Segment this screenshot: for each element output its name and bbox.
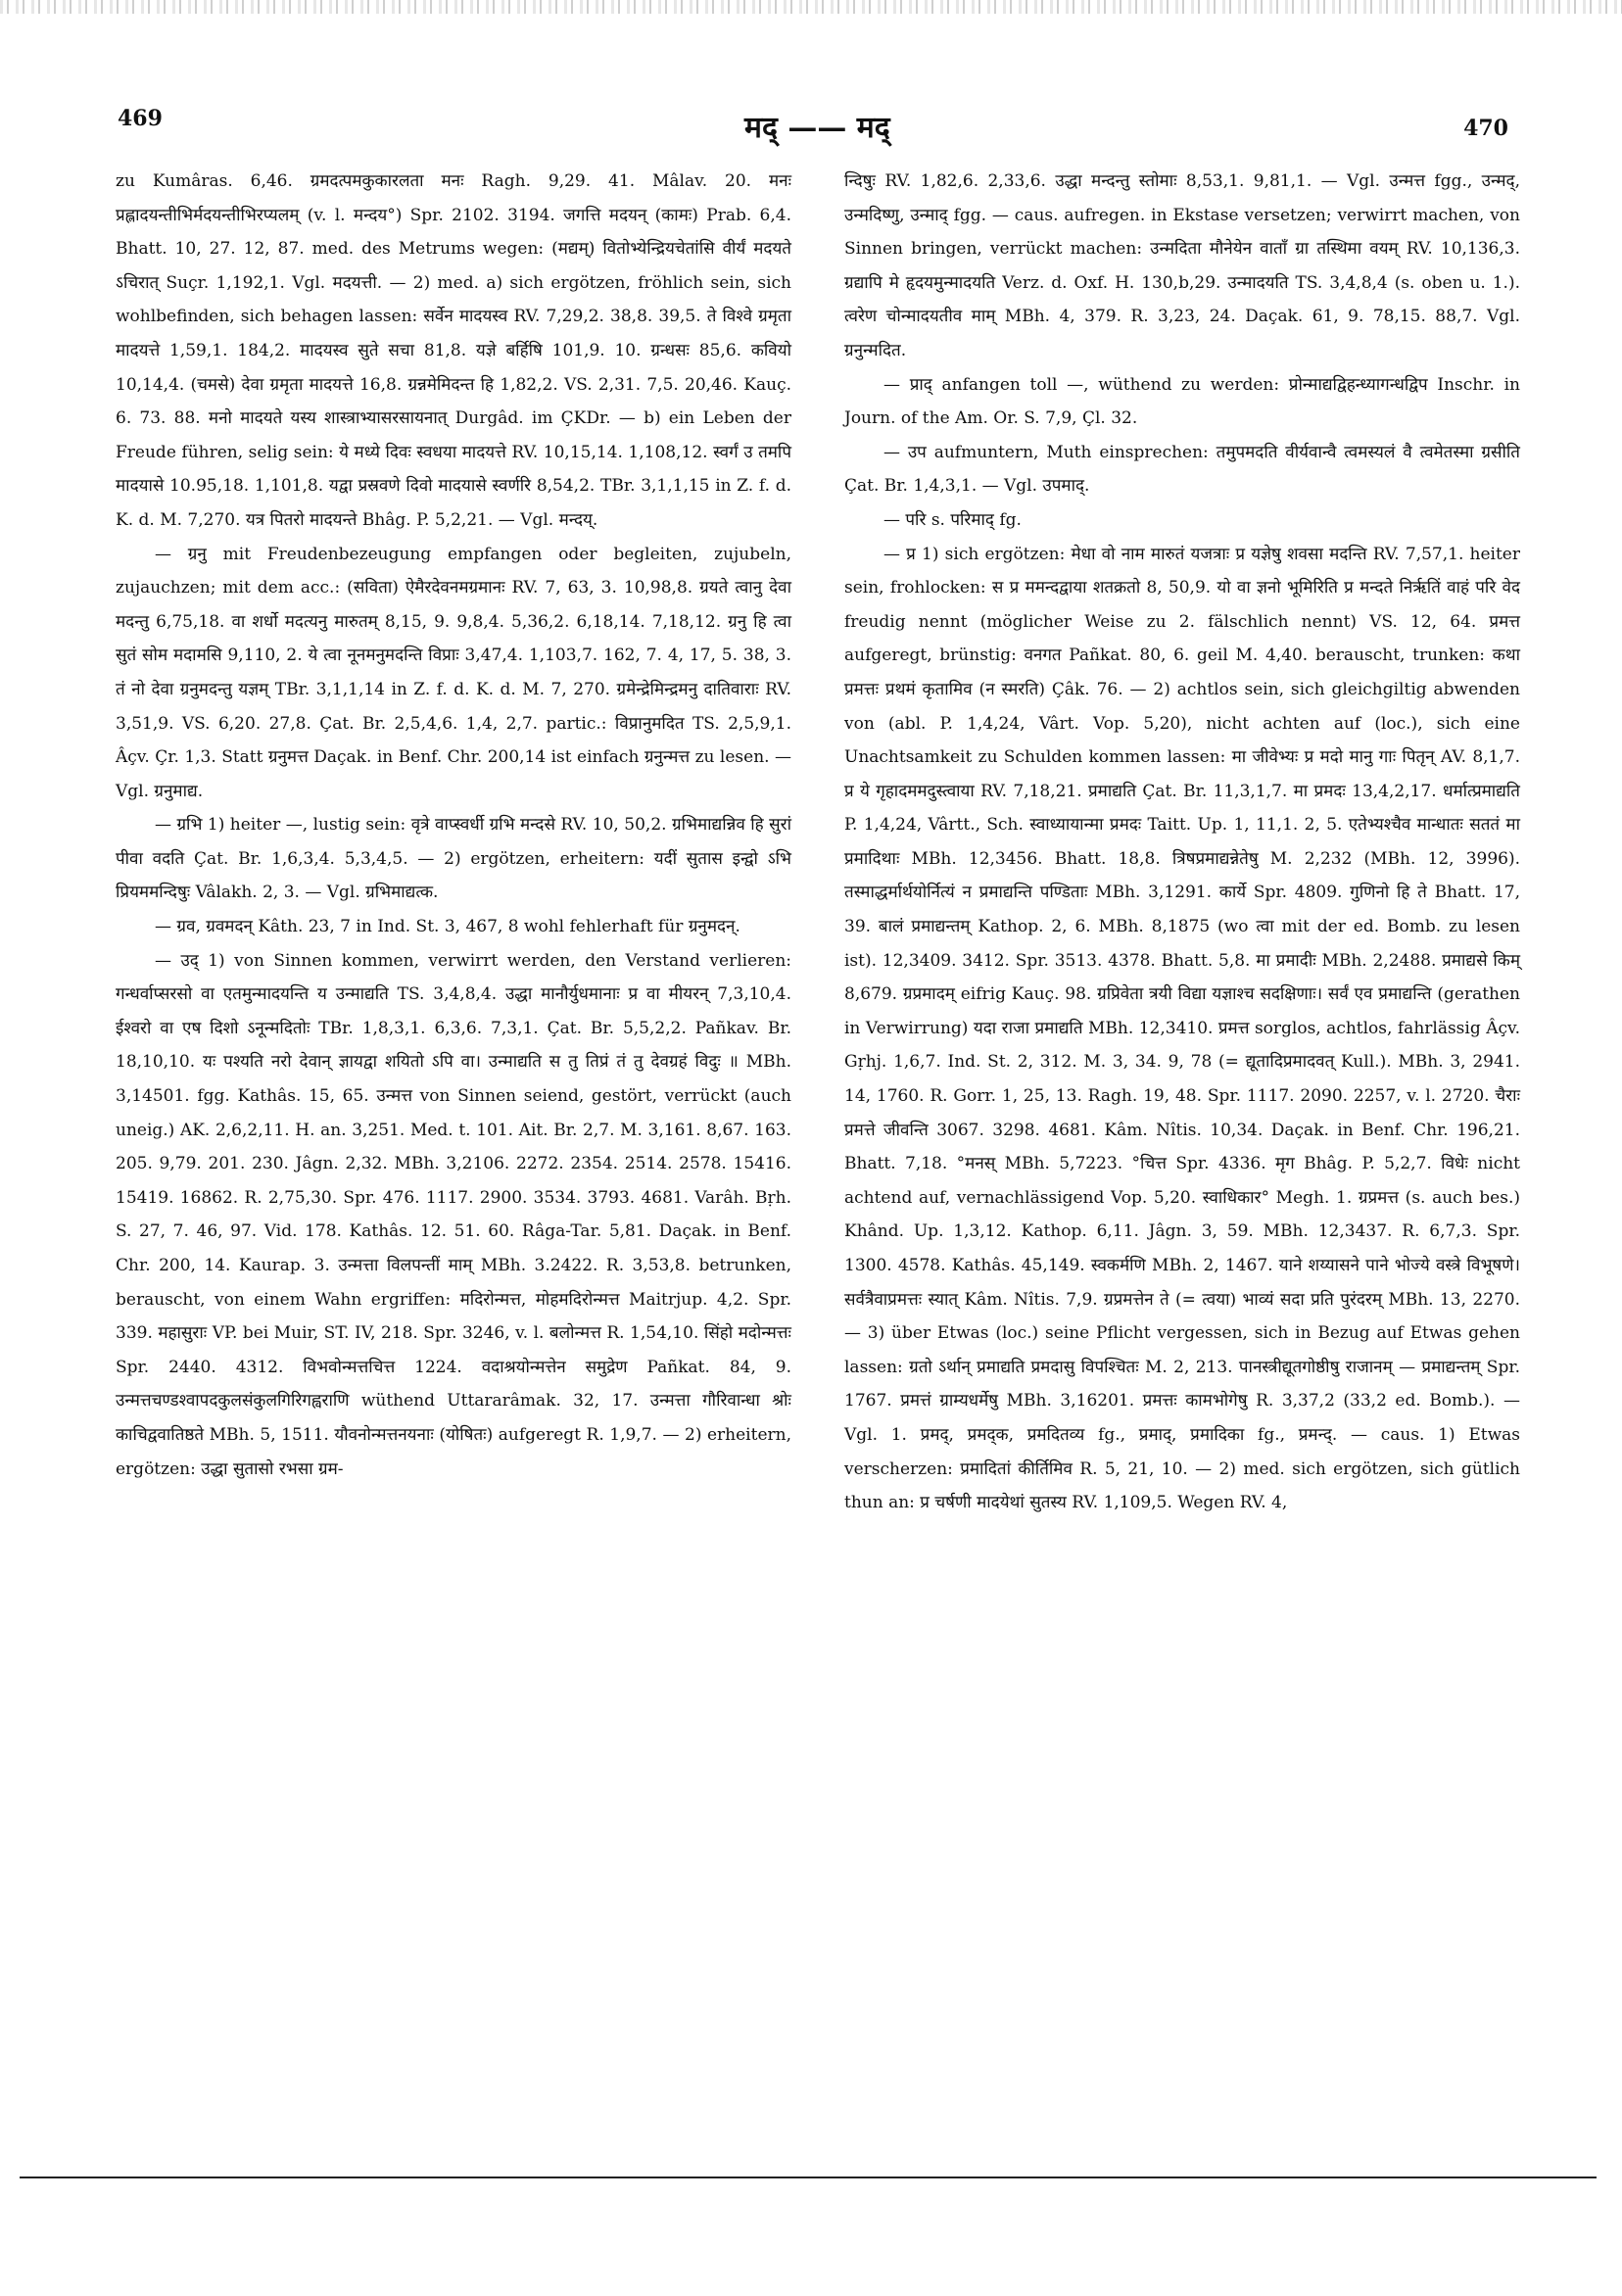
dictionary-paragraph: — ग्रनु mit Freudenbezeugung empfangen oder begleiten, zujubeln, zujauchzen; mit dem acc.: (सविता) ऐमैरदेवनमग्रमानः RV. 7, 63, 3. 10,98,8. ग्रयते त्वानु देवा मदन्तु 6,75,18. वा शर्धो मदत्यनु मारुतम् 8,15, 9. 9,8,4. 5,36,2. 6,18,14. 7,18,12. ग्रनु हि त्वा सुतं सोम मदामसि 9,110, 2. ये त्वा नूनमनुमदन्ति विप्राः 3,47,4. 1,103,7. 162, 7. 4, 17, 5. 38, 3. तं नो देवा ग्रनुमदन्तु यज्ञम् TBr. 3,1,1,14 in Z. f. d. K. d. M. 7, 270. ग्रमेन्द्रेमिन्द्रमनु दातिवाराः RV. 3,51,9. VS. 6,20. 27,8. Çat. Br. 2,5,4,6. 1,4, 2,7. partic.: विप्रानुमदित TS. 2,5,9,1. Âçv. Çr. 1,3. Statt ग्रनुमत्त Daçak. in Benf. Chr. 200,14 ist einfach ग्रनुन्मत्त zu lesen. — Vgl. ग्रनुमाद्य. xyxy=(116,544,791,801)
running-title: मद् —— मद् xyxy=(744,111,890,145)
page-header xyxy=(118,106,1508,145)
right-column xyxy=(844,165,1520,1520)
dictionary-paragraph: zu Kumâras. 6,46. ग्रमदत्पमकुकारलता मनः Ragh. 9,29. 41. Mâlav. 20. मनः प्रह्लादयन्तीभिर्मदयन्तीभिरप्यलम् (v. l. मन्दय°) Spr. 2102. 3194. जगत्ति मदयन् (कामः) Prab. 6,4. Bhatt. 10, 27. 12, 87. med. des Metrums wegen: (मद्यम्) वितोभ्येन्द्रियचेतांसि वीर्यं मदयते ऽचिरात् Suçr. 1,192,1. Vgl. मदयत्ती. — 2) med. a) sich ergötzen, fröhlich sein, sich wohlbefinden, sich behagen lassen: सर्वेन मादयस्व RV. 7,29,2. 38,8. 39,5. ते विश्वे ग्रमृता मादयत्ते 1,59,1. 184,2. मादयस्व सुते सचा 81,8. यज्ञे बर्हिषि 101,9. 10. ग्रन्धसः 85,6. कवियो 10,14,4. (चमसे) देवा ग्रमृता मादयत्ते 16,8. ग्रन्नमेमिदन्त हि 1,82,2. VS. 2,31. 7,5. 20,46. Kauç. 6. 73. 88. मनो मादयते यस्य शास्त्राभ्यासरसायनात् Durgâd. im ÇKDr. — b) ein Leben der Freude führen, selig sein: ये मध्ये दिवः स्वधया मादयत्ते RV. 10,15,14. 1,108,12. स्वर्गं उ तमपि मादयासे 10.95,18. 1,101,8. यद्वा प्रस्रवणे दिवो मादयासे स्वर्णरि 8,54,2. TBr. 3,1,1,15 in Z. f. d. K. d. M. 7,270. यत्र पितरो मादयन्ते Bhâg. P. 5,2,21. — Vgl. मन्दय्. xyxy=(116,171,791,530)
page-number-right: 470 xyxy=(1463,116,1508,141)
dictionary-paragraph: — प्राद् anfangen toll —, wüthend zu werden: प्रोन्माद्यद्विहन्ध्यागन्धद्विप Inschr. in Journ. of the Am. Or. S. 7,9, Çl. 32. xyxy=(844,374,1520,429)
footer-rule xyxy=(20,2176,1597,2178)
left-column xyxy=(116,165,791,1486)
dictionary-paragraph: न्दिषुः RV. 1,82,6. 2,33,6. उद्धा मन्दन्तु स्तोमाः 8,53,1. 9,81,1. — Vgl. उन्मत्त fgg., उन्मद्, उन्मदिष्णु, उन्माद् fgg. — caus. aufregen. in Ekstase versetzen; verwirrt machen, von Sinnen bringen, verrückt machen: उन्मदिता मौनेयेन वाताँ ग्रा तस्थिमा वयम् RV. 10,136,3. ग्रद्यापि मे हृदयमुन्मादयति Verz. d. Oxf. H. 130,b,29. उन्मादयति TS. 3,4,8,4 (s. oben u. 1.). त्वरेण चोन्मादयतीव माम् MBh. 4, 379. R. 3,23, 24. Daçak. 61, 9. 78,15. 88,7. Vgl. ग्रनुन्मदित. xyxy=(844,171,1520,360)
dictionary-paragraph: — प्र 1) sich ergötzen: मेधा वो नाम मारुतं यजत्राः प्र यज्ञेषु शवसा मदन्ति RV. 7,57,1. heiter sein, frohlocken: स प्र ममन्दद्वाया शतक्रतो 8, 50,9. यो वा ज्ञनो भूमिरिति प्र मन्दते निर्ऋतिं वाहं परि वेद freudig nennt (möglicher Weise zu 2. fälschlich nennt) VS. 12, 64. प्रमत्त aufgeregt, brünstig: वनगत Pañkat. 80, 6. geil M. 4,40. berauscht, trunken: कथा प्रमत्तः प्रथमं कृतामिव (न स्मरति) Çâk. 76. — 2) achtlos sein, sich gleichgiltig abwenden von (abl. P. 1,4,24, Vârt. Vop. 5,20), nicht achten auf (loc.), sich eine Unachtsamkeit zu Schulden kommen lassen: मा जीवेभ्यः प्र मदो मानु गाः पितृन् AV. 8,1,7. प्र ये गृहादममदुस्त्वाया RV. 7,18,21. प्रमाद्यति Çat. Br. 11,3,1,7. मा प्रमदः 13,4,2,17. धर्मात्प्रमाद्यति P. 1,4,24, Vârtt., Sch. स्वाध्यायान्मा प्रमदः Taitt. Up. 1, 11,1. 2, 5. एतेभ्यश्चैव मान्धातः सततं मा प्रमादिथाः MBh. 12,3456. Bhatt. 18,8. त्रिषप्रमाद्यन्नेतेषु M. 2,232 (MBh. 12, 3996). तस्माद्धर्मार्थयोर्नित्यं न प्रमाद्यन्ति पण्डिताः MBh. 3,1291. कार्ये Spr. 4809. गुणिनो हि ते Bhatt. 17, 39. बालं प्रमाद्यन्तम् Kathop. 2, 6. MBh. 8,1875 (wo त्वा mit der ed. Bomb. zu lesen ist). 12,3409. 3412. Spr. 3513. 4378. Bhatt. 5,8. मा प्रमादीः MBh. 2,2488. प्रमाद्यसे किम् 8,679. ग्रप्रमादम् eifrig Kauç. 98. ग्रप्रिवेता त्रयी विद्या यज्ञाश्च सदक्षिणाः। सर्वं एव प्रमाद्यन्ति (gerathen in Verwirrung) यदा राजा प्रमाद्यति MBh. 12,3410. प्रमत्त sorglos, achtlos, fahrlässig Âçv. Gṛhj. 1,6,7. Ind. St. 2, 312. M. 3, 34. 9, 78 (= द्यूतादिप्रमादवत् Kull.). MBh. 3, 2941. 14, 1760. R. Gorr. 1, 25, 13. Ragh. 19, 48. Spr. 1117. 2090. 2257, v. l. 2720. चैराः प्रमत्ते जीवन्ति 3067. 3298. 4681. Kâm. Nîtis. 10,34. Daçak. in Benf. Chr. 196,21. Bhatt. 7,18. °मनस् MBh. 5,7223. °चित्त Spr. 4336. मृग Bhâg. P. 5,2,7. विधेः nicht achtend auf, vernachlässigend Vop. 5,20. स्वाधिकार° Megh. 1. ग्रप्रमत्त (s. auch bes.) Khând. Up. 1,3,12. Kathop. 6,11. Jâgn. 3, 59. MBh. 12,3437. R. 6,7,3. Spr. 1300. 4578. Kathâs. 45,149. स्वकर्मणि MBh. 2, 1467. याने शय्यासने पाने भोज्ये वस्त्रे विभूषणे। सर्वत्रैवाप्रमत्तः स्यात् Kâm. Nîtis. 7,9. ग्रप्रमत्तेन ते (= त्वया) भाव्यं सदा प्रति पुरंदरम् MBh. 13, 2270. — 3) über Etwas (loc.) seine Pflicht vergessen, sich in Bezug auf Etwas gehen lassen: ग्रतो ऽर्थान् प्रमाद्यति प्रमदासु विपश्चितः M. 2, 213. पानस्त्रीद्यूतगोष्ठीषु राजानम् — प्रमाद्यन्तम् Spr. 1767. प्रमत्तं ग्राम्यधर्मेषु MBh. 3,16201. प्रमत्तः कामभोगेषु R. 3,37,2 (33,2 ed. Bomb.). — Vgl. 1. प्रमद्, प्रमद्क, प्रमदितव्य fg., प्रमाद्, प्रमादिका fg., प्रमन्द्. — caus. 1) Etwas verscherzen: प्रमादितां कीर्तिमिव R. 5, 21, 10. — 2) med. sich ergötzen, sich gütlich thun an: प्र चर्षणी मादयेथां सुतस्य RV. 1,109,5. Wegen RV. 4, xyxy=(844,544,1520,1513)
page-number-left: 469 xyxy=(118,106,163,131)
dictionary-paragraph: — परि s. परिमाद् fg. xyxy=(883,509,1022,530)
dictionary-paragraph: — उप aufmuntern, Muth einsprechen: तमुपमदति वीर्यवान्वै त्वमस्यलं वै त्वमेतस्मा ग्रसीति Çat. Br. 1,4,3,1. — Vgl. उपमाद्. xyxy=(844,442,1520,497)
dictionary-paragraph: — ग्रव, ग्रवमदन् Kâth. 23, 7 in Ind. St. 3, 467, 8 wohl fehlerhaft für ग्रनुमदन्. xyxy=(155,917,740,937)
scan-edge xyxy=(0,0,1622,14)
dictionary-paragraph: — ग्रभि 1) heiter —, lustig sein: वृत्रे वाप्स्वर्धी ग्रभि मन्दसे RV. 10, 50,2. ग्रभिमाद्यन्निव हि सुरां पीवा वदति Çat. Br. 1,6,3,4. 5,3,4,5. — 2) ergötzen, erheitern: यदीं सुतास इन्द्वो ऽभि प्रियममन्दिषुः Vâlakh. 2, 3. — Vgl. ग्रभिमाद्यत्क. xyxy=(116,815,791,903)
dictionary-paragraph: — उद् 1) von Sinnen kommen, verwirrt werden, den Verstand verlieren: गन्धर्वाप्सरसो वा एतमुन्मादयन्ति य उन्माद्यति TS. 3,4,8,4. उद्धा मानौर्युधमानाः प्र वा मीयरन् 7,3,10,4. ईश्वरो वा एष दिशो ऽनून्मदितोः TBr. 1,8,3,1. 6,3,6. 7,3,1. Çat. Br. 5,5,2,2. Pañkav. Br. 18,10,10. यः पश्यति नरो देवान् ज्ञायद्वा शयितो ऽपि वा। उन्माद्यति स तु तिप्रं तं तु देवग्रहं विदुः ॥ MBh. 3,14501. fgg. Kathâs. 15, 65. उन्मत्त von Sinnen seiend, gestört, verrückt (auch uneig.) AK. 2,6,2,11. H. an. 3,251. Med. t. 101. Ait. Br. 2,7. M. 3,161. 8,67. 163. 205. 9,79. 201. 230. Jâgn. 2,32. MBh. 3,2106. 2272. 2354. 2514. 2578. 15416. 15419. 16862. R. 2,75,30. Spr. 476. 1117. 2900. 3534. 3793. 4681. Varâh. Bṛh. S. 27, 7. 46, 97. Vid. 178. Kathâs. 12. 51. 60. Râga-Tar. 5,81. Daçak. in Benf. Chr. 200, 14. Kaurap. 3. उन्मत्ता विलपन्तीं माम् MBh. 3.2422. R. 3,53,8. betrunken, berauscht, von einem Wahn ergriffen: मदिरोन्मत्त, मोहमदिरोन्मत्त Maitrjup. 4,2. Spr. 339. महासुराः VP. bei Muir, ST. IV, 218. Spr. 3246, v. l. बलोन्मत्त R. 1,54,10. सिंहो मदोन्मत्तः Spr. 2440. 4312. विभवोन्मत्तचित्त 1224. वदाश्रयोन्मत्तेन समुद्रेण Pañkat. 84, 9. उन्मत्तचण्डश्वापदकुलसंकुलगिरिगह्वराणि wüthend Uttararâmak. 32, 17. उन्मत्ता गौरिवान्धा श्रोः काचिद्ववातिष्ठते MBh. 5, 1511. यौवनोन्मत्तनयनाः (योषितः) aufgeregt R. 1,9,7. — 2) erheitern, ergötzen: उद्धा सुतासो रभसा ग्रम- xyxy=(116,950,791,1479)
